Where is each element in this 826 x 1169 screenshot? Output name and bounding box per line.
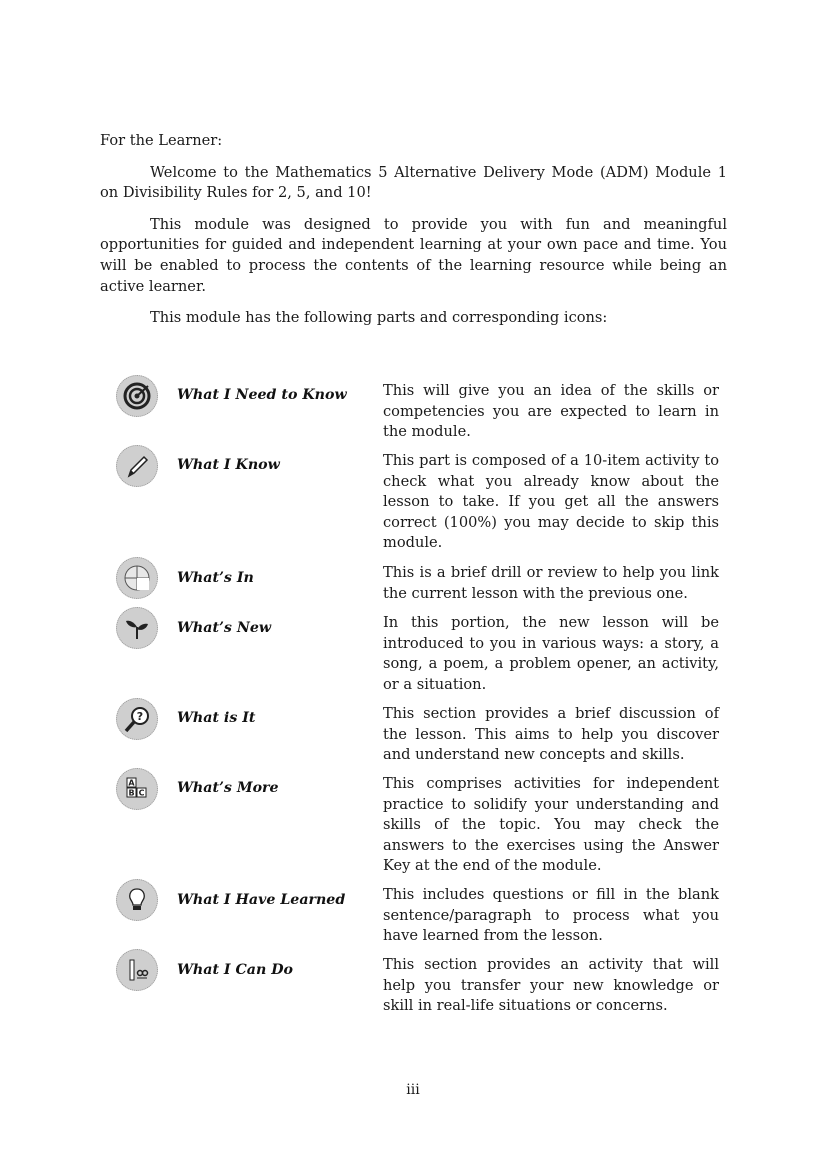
part-description: This section provides a brief discussion of the lesson. This aims to help you discover and understand new concepts and skills. [383, 705, 719, 764]
part-description: In this portion, the new lesson will be introduced to you in various ways: a story, a song, a poem, a problem opener, an activity, or a situation. [383, 614, 719, 693]
pencil-icon [116, 445, 158, 487]
part-label: What’s In [177, 570, 254, 586]
sprout-icon [116, 607, 158, 649]
intro-paragraph: This module has the following parts and corresponding icons: [150, 309, 608, 327]
target-icon [116, 375, 158, 417]
page-number: iii [406, 1082, 420, 1098]
part-label: What’s More [177, 780, 279, 796]
lightbulb-icon [116, 879, 158, 921]
part-description: This is a brief drill or review to help you link the current lesson with the previous one. [383, 564, 719, 602]
part-description: This comprises activities for independent practice to solidify your understanding and skills of the topic. You may check the answers to the exercises using the Answer Key at the end of the module. [383, 775, 719, 875]
svg-text:C: C [138, 788, 145, 798]
intro-section [100, 131, 727, 340]
part-description: This will give you an idea of the skills or competencies you are expected to learn in the module. [383, 382, 719, 441]
part-description: This includes questions or fill in the blank sentence/paragraph to process what you have learned from the lesson. [383, 886, 719, 945]
intro-heading: For the Learner: [100, 132, 223, 149]
part-label: What I Have Learned [177, 892, 346, 908]
part-label: What is It [177, 710, 256, 726]
magnifier-question-icon [116, 698, 158, 740]
intro-paragraph: This module was designed to provide you with fun and meaningful opportunities for guided and independent learning at your own pace and time. You will be enabled to process the contents of the learning resource while being an active learner. [100, 215, 727, 295]
part-label: What I Can Do [177, 962, 294, 978]
part-label: What I Know [177, 457, 280, 473]
intro-paragraph: Welcome to the Mathematics 5 Alternative Delivery Mode (ADM) Module 1 on Divisibility Rules for 2, 5, and 10! [100, 163, 727, 202]
tools-icon [116, 949, 158, 991]
part-label: What’s New [177, 620, 272, 636]
svg-text:?: ? [136, 710, 144, 723]
svg-text:A: A [128, 778, 135, 788]
part-description: This part is composed of a 10-item activity to check what you already know about the lesson to take. If you get all the answers correct (100%) you may decide to skip this module. [383, 452, 719, 552]
abc-blocks-icon [116, 768, 158, 810]
svg-text:B: B [128, 788, 135, 798]
part-label: What I Need to Know [177, 387, 347, 403]
puzzle-icon [116, 557, 158, 599]
part-description: This section provides an activity that will help you transfer your new knowledge or skill in real-life situations or concerns. [383, 956, 719, 1015]
